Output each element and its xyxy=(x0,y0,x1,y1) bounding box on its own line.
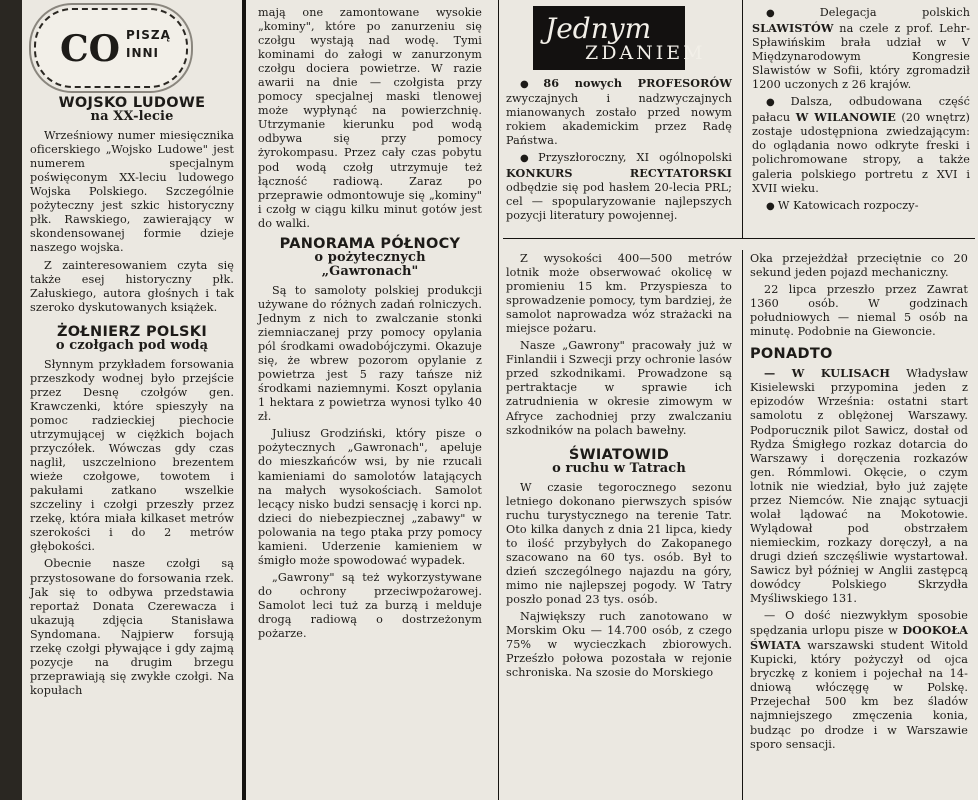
paragraph: Z zainteresowaniem czyta się także esej historyczny płk. Załuskiego, autora głośnych i tak szeroko dyskutowanych książek. xyxy=(30,258,234,314)
paragraph: Z wysokości 400—500 metrów lotnik może obserwować okolicę w promieniu 15 km. Przyspiesza to sprowadzenie pomocy, tym bardziej, że samolot naprowadza wóz strażacki na miejsce pożaru. xyxy=(506,252,732,336)
subhead-tatry: o ruchu w Tatrach xyxy=(552,460,686,476)
page-edge xyxy=(0,0,22,800)
column-rule-1 xyxy=(242,0,246,800)
zdaniem-label: ZDANIEM xyxy=(585,42,706,64)
column-3 xyxy=(506,252,732,683)
paragraph: Nasze „Gawrony" pracowały już w Finlandii i Szwecji przy ochronie lasów przed szkodnikami. Prowadzone są pertraktacje w sprawie ich zatrudnienia w okresie zimowym w Afryce zachodniej przy zwalczaniu szkodników na polach bawełny. xyxy=(506,339,732,437)
news-item-wilanow: ● Dalsza, odbudowana część pałacu W WILANOWIE (20 wnętrz) zostaje udostępniona zwiedzającym: do oglądania nowo odkryte freski i polichromowane stropy, a także galeria polskiego portretu z XVI i XVII wieku. xyxy=(752,95,970,195)
jednym-label: Jednym xyxy=(545,12,652,45)
column-rule-2 xyxy=(498,0,499,800)
paragraph: Oka przejeżdżał przeciętnie co 20 sekund jeden pojazd mechaniczny. xyxy=(750,252,968,280)
bullet-icon xyxy=(520,151,538,164)
headline-ponadto: PONADTO xyxy=(750,346,833,363)
paragraph-dookola-swiata: — O dość niezwykłym sposobie spędzania urlopu pisze w DOOKOŁA ŚWIATA warszawski student Witold Kupicki, który pożyczył od ojca bryczkę z koniem i pojechał na 14-dniową włóczęgę w Polskę. Przejechał 500 km bez śladów najmniejszego zmęczenia konia, budząc po drodze i w Warszawie sporo sensacji. xyxy=(750,609,969,751)
paragraph: Wrześniowy numer miesięcznika oficerskiego „Wojsko Ludowe" jest numerem specjalnym poświęconym XX-leciu ludowego Wojska Polskiego. Szczególnie pożyteczny jest szkic historyczny płk. Rawskiego, zawierający w skondensowanej formie dzieje naszego wojska. xyxy=(30,129,234,255)
column-2 xyxy=(258,6,482,644)
subhead-gawrony: o pożytecznych „Gawronach" xyxy=(314,249,426,279)
news-item-katowice: ● W Katowicach rozpoczy- xyxy=(752,199,970,214)
logo-small-top: PISZĄ xyxy=(126,28,171,42)
co-pisza-inni-logo xyxy=(34,8,188,88)
column-rule-4 xyxy=(742,250,743,800)
subhead-xx-lecie: na XX-lecie xyxy=(90,109,174,125)
paragraph: Słynnym przykładem forsowania przeszkody wodnej było przejście przez Desnę czołgów gen. Krawczenki, które spieszyły na pomoc radzieckiej piechocie utrzymującej w ciężkich bojach przyczółek. Wówczas gdy czas naglił, uszczelniono brezentem wieże czołgowe, towotem i pakułami zatkano wszelkie szczeliny i czołgi przeszły przez rzekę, która miała kilkaset metrów szerokości i do 2 metrów głębokości. xyxy=(30,357,234,554)
bullet-icon xyxy=(766,199,778,212)
bullet-icon xyxy=(520,77,543,90)
logo-big: CO xyxy=(60,28,121,70)
paragraph: W czasie tegorocznego sezonu letniego dokonano pierwszych spisów ruchu turystycznego na terenie Tatr. Oto kilka danych z dnia 21 lipca, kiedy to ilość przybyłych do Zakopanego szacowano na 60 tys. osób. Był to dzień szczególnego najazdu na góry, mimo nie najlepszej pogody. W Tatry poszło ponad 23 tys. osób. xyxy=(506,480,732,607)
paragraph-kulisy: — W KULISACH Władysław Kisielewski przypomina jeden z epizodów Września: ostatni start samolotu z oblężonej Warszawy. Podporucznik pilot Sawicz, dostał od Rydza Śmigłego rozkaz dotarcia do Warszawy i doręczenia rozkazów gen. Rómmlowi. Okęcie, o czym lotnik nie wiedział, było już zajęte przez Niemców. Nie znając sytuacji wolał lądować na Mokotowie. Wylądował pod obstrzałem niemieckim, rozkazy doręczył, a na drugi dzień szczęśliwie wystartował. Sawicz był później w Anglii zastępcą dowódcy Polskiego Skrzydła Myśliwskiego 131. xyxy=(750,366,969,606)
news-item-slawisci: ● Delegacja polskich SLAWISTÓW na czele z prof. Lehr-Spławińskim brała udział w V Międzynarodowym Kongresie Slawistów w Sofii, który zgromadził 1200 uczonych z 26 krajów. xyxy=(752,6,970,92)
column-3-top xyxy=(506,76,732,226)
headline-zolnierz-polski: ŻOŁNIERZ POLSKI xyxy=(56,323,208,340)
headline-wojsko-ludowe: WOJSKO LUDOWE xyxy=(58,95,206,111)
logo-small-bottom: INNI xyxy=(126,46,160,60)
paragraph: 22 lipca przeszło przez Zawrat 1360 osób. W godzinach południowych — niemal 5 osób na minutę. Podobnie na Giewoncie. xyxy=(750,283,968,339)
column-4 xyxy=(750,252,968,755)
news-item-profesorowie: ● 86 nowych PROFESORÓW zwyczajnych i nadzwyczajnych mianowanych zostało przed nowym rokiem akademickim przez Radę Państwa. xyxy=(506,76,732,148)
paragraph: Są to samoloty polskiej produkcji używane do różnych zadań rolniczych. Jednym z nich to zwalczanie stonki ziemniaczanej przy pomocy opylania pól środkami owadobójczymi. Okazuje się, że wbrew pozorom opylanie z powietrza jest 5 razy tańsze niż środkami naziemnymi. Koszt opylania 1 hektara z powietrza wynosi tylko 40 zł. xyxy=(258,283,482,424)
subhead-czolgi: o czołgach pod wodą xyxy=(55,337,209,353)
header-box-rule xyxy=(503,238,975,239)
paragraph: Juliusz Grodziński, który pisze o pożytecznych „Gawronach", apeluje do mieszkańców wsi, by nie rzucali kamieniami do samolotów latających na małych wysokościach. Samolot lecący nisko budzi sensację i korci np. dzieci do niebezpiecznej „zabawy" w polowania na tego ptaka przy pomocy kamieni. Uderzenie kamieniem w śmigło może spowodować wypadek. xyxy=(258,427,482,567)
paragraph: mają one zamontowane wysokie „kominy", które po zanurzeniu się czołgu wystają nad wodę. Tymi kominami do załogi w zanurzonym czołgu dociera powietrze. W razie awarii na dnie — czołgista przy pomocy specjalnej maski tlenowej może wypłynąć na powierzchnię. Utrzymanie kierunku pod wodą odbywa się przy pomocy żyrokompasu. Przez cały czas pobytu pod wodą czołg utrzymuje też łączność radiową. Zaraz po przeprawie odmontowuje się „kominy" i czołg w ciągu kilku minut gotów jest do walki. xyxy=(258,6,482,230)
news-item-konkurs: ● Przyszłoroczny, XI ogólnopolski KONKURS RECYTATORSKI odbędzie się pod hasłem 20-lecia PRL; cel — spopularyzowanie najlepszych pozycji literatury powojennej. xyxy=(506,151,732,223)
headline-panorama-polnocy: PANORAMA PÓŁNOCY xyxy=(279,235,461,252)
paragraph: Największy ruch zanotowano w Morskim Oku — 14.700 osób, z czego 75% w wycieczkach zbiorowych. Prześzło połowa pozostała w rejonie schroniska. Na szosie do Morskiego xyxy=(506,610,732,680)
column-4-top xyxy=(752,6,970,217)
paragraph: Obecnie nasze czołgi są przystosowane do forsowania rzek. Jak się to odbywa przedstawia reportaż Donata Czerewacza i ukazują zdjęcia Stanisława Syndomana. Najpierw forsują rzekę czołgi pływające i gdy zajmą pozycje na drugim brzegu przeprawiają się zwykłe czołgi. Na kopułach xyxy=(30,557,234,697)
column-rule-3 xyxy=(742,0,743,238)
column-1 xyxy=(30,96,234,701)
bullet-icon xyxy=(766,95,791,108)
jednym-zdaniem-header xyxy=(533,6,706,70)
paragraph: „Gawrony" są też wykorzystywane do ochrony przeciwpożarowej. Samolot leci tuż za burzą i melduje drogą radiową o dostrzeżonym pożarze. xyxy=(258,570,482,641)
bullet-icon xyxy=(766,6,820,19)
headline-swiatowid: ŚWIATOWID xyxy=(568,446,670,463)
